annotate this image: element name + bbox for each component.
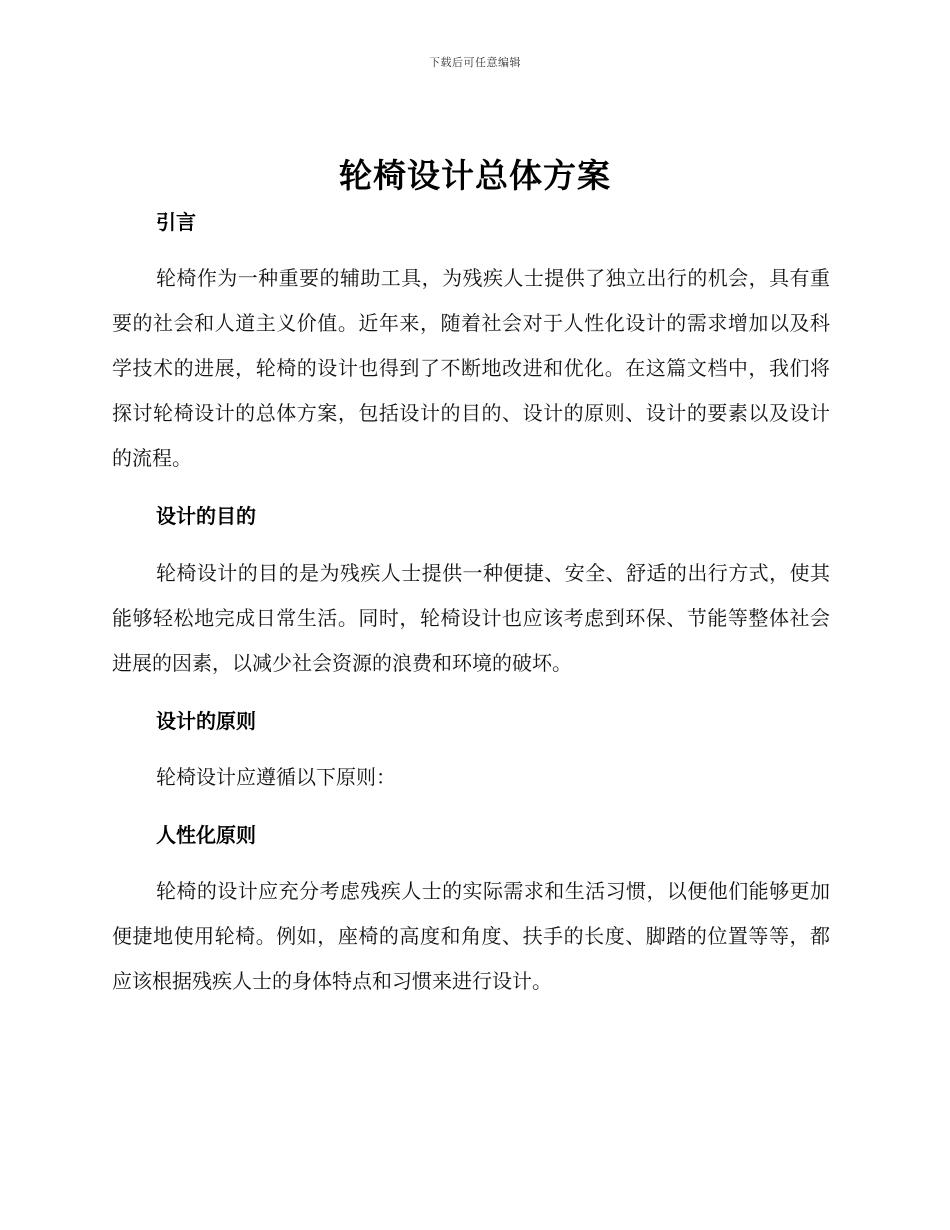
- section-heading-humanized: 人性化原则: [156, 823, 256, 847]
- header-note: 下载后可任意编辑: [429, 56, 521, 69]
- document-title: 轮椅设计总体方案: [339, 156, 611, 195]
- section-heading-intro: 引言: [156, 210, 196, 234]
- section-heading-principles: 设计的原则: [156, 709, 256, 733]
- section-paragraph-humanized: 轮椅的设计应充分考虑残疾人士的实际需求和生活习惯，以便他们能够更加便捷地使用轮椅。例如，座椅的高度和角度、扶手的长度、脚踏的位置等等，都应该根据残疾人士的身体特点和习惯来进行设计。: [112, 879, 830, 993]
- section-paragraph-purpose: 轮椅设计的目的是为残疾人士提供一种便捷、安全、舒适的出行方式，使其能够轻松地完成日常生活。同时，轮椅设计也应该考虑到环保、节能等整体社会进展的因素，以减少社会资源的浪费和环境的破坏。: [112, 561, 830, 675]
- section-paragraph-intro: 轮椅作为一种重要的辅助工具，为残疾人士提供了独立出行的机会，具有重要的社会和人道主义价值。近年来，随着社会对于人性化设计的需求增加以及科学技术的进展，轮椅的设计也得到了不断地改进和优化。在这篇文档中，我们将探讨轮椅设计的总体方案，包括设计的目的、设计的原则、设计的要素以及设计的流程。: [112, 266, 830, 470]
- section-heading-purpose: 设计的目的: [156, 504, 256, 528]
- section-paragraph-principles: 轮椅设计应遵循以下原则：: [156, 765, 396, 789]
